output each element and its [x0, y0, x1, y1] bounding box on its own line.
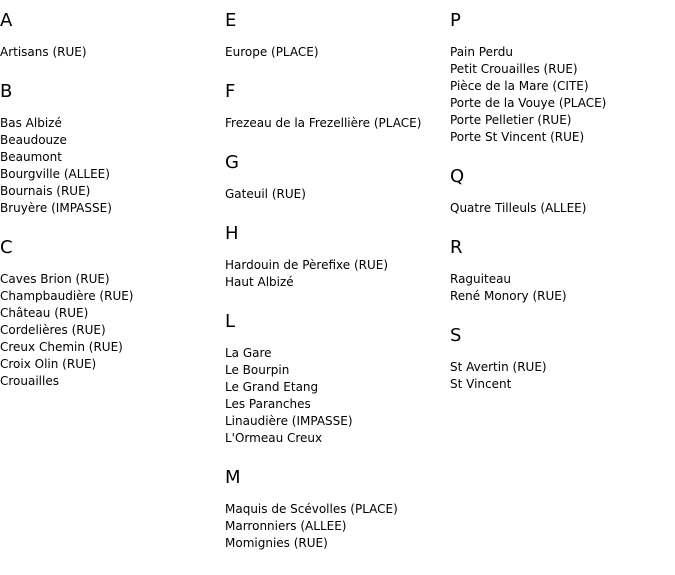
street-list [225, 186, 450, 203]
street-item[interactable]: Gateuil (RUE) [225, 187, 306, 201]
street-item[interactable]: René Monory (RUE) [450, 289, 567, 303]
letter-section-s [450, 325, 675, 393]
street-item[interactable]: Crouailles [0, 374, 59, 388]
letter-section-q [450, 166, 675, 217]
street-item[interactable]: Pain Perdu [450, 45, 513, 59]
street-item[interactable]: Frezeau de la Frezellière (PLACE) [225, 116, 422, 130]
street-list [0, 44, 225, 61]
street-item[interactable]: Champbaudière (RUE) [0, 289, 134, 303]
street-list [450, 200, 675, 217]
street-item[interactable]: L'Ormeau Creux [225, 431, 323, 445]
street-list [225, 44, 450, 61]
street-item[interactable]: Marronniers (ALLEE) [225, 519, 347, 533]
street-item[interactable]: Bruyère (IMPASSE) [0, 201, 112, 215]
street-item[interactable]: Cordelières (RUE) [0, 323, 106, 337]
letter-heading: P [450, 10, 461, 31]
street-item[interactable]: Haut Albizé [225, 275, 294, 289]
street-list [450, 359, 675, 393]
letter-heading: M [225, 467, 241, 488]
street-item[interactable]: Beaumont [0, 150, 62, 164]
letter-heading: E [225, 10, 237, 31]
street-item[interactable]: Caves Brion (RUE) [0, 272, 110, 286]
street-list [225, 501, 450, 552]
street-item[interactable]: Artisans (RUE) [0, 45, 87, 59]
street-list [0, 271, 225, 390]
letter-heading: F [225, 81, 236, 102]
letter-section-p [450, 10, 675, 146]
street-item[interactable]: Hardouin de Pèrefixe (RUE) [225, 258, 389, 272]
street-index-column-1 [0, 10, 225, 410]
letter-heading: R [450, 237, 463, 258]
letter-heading: G [225, 152, 239, 173]
street-item[interactable]: Quatre Tilleuls (ALLEE) [450, 201, 587, 215]
street-list [450, 44, 675, 146]
letter-section-h [225, 223, 450, 291]
street-item[interactable]: Porte Pelletier (RUE) [450, 113, 572, 127]
street-index-column-3 [450, 10, 675, 413]
street-item[interactable]: Pièce de la Mare (CITE) [450, 79, 589, 93]
street-item[interactable]: Linaudière (IMPASSE) [225, 414, 353, 428]
street-item[interactable]: Les Paranches [225, 397, 311, 411]
letter-section-m [225, 467, 450, 552]
street-item[interactable]: Bourgville (ALLEE) [0, 167, 110, 181]
street-list [225, 257, 450, 291]
street-item[interactable]: Creux Chemin (RUE) [0, 340, 123, 354]
street-item[interactable]: St Vincent [450, 377, 512, 391]
street-item[interactable]: Petit Crouailles (RUE) [450, 62, 578, 76]
letter-heading: L [225, 311, 236, 332]
letter-heading: B [0, 81, 13, 102]
letter-heading: A [0, 10, 13, 31]
street-item[interactable]: Maquis de Scévolles (PLACE) [225, 502, 398, 516]
street-item[interactable]: Europe (PLACE) [225, 45, 319, 59]
letter-heading: S [450, 325, 462, 346]
street-item[interactable]: Bournais (RUE) [0, 184, 91, 198]
street-item[interactable]: Bas Albizé [0, 116, 62, 130]
letter-heading: H [225, 223, 239, 244]
letter-section-l [225, 311, 450, 447]
street-list [225, 115, 450, 132]
street-item[interactable]: Croix Olin (RUE) [0, 357, 97, 371]
street-item[interactable]: Raguiteau [450, 272, 512, 286]
street-index-column-2 [225, 10, 450, 572]
street-item[interactable]: Le Bourpin [225, 363, 290, 377]
street-list [450, 271, 675, 305]
street-item[interactable]: Porte St Vincent (RUE) [450, 130, 585, 144]
street-list [225, 345, 450, 447]
letter-section-c [0, 237, 225, 390]
street-item[interactable]: La Gare [225, 346, 272, 360]
street-item[interactable]: Porte de la Vouye (PLACE) [450, 96, 607, 110]
letter-section-a [0, 10, 225, 61]
street-list [0, 115, 225, 217]
letter-section-e [225, 10, 450, 61]
letter-section-f [225, 81, 450, 132]
street-item[interactable]: Château (RUE) [0, 306, 89, 320]
letter-heading: Q [450, 166, 465, 187]
letter-section-r [450, 237, 675, 305]
letter-section-b [0, 81, 225, 217]
letter-section-g [225, 152, 450, 203]
street-item[interactable]: St Avertin (RUE) [450, 360, 547, 374]
street-item[interactable]: Le Grand Etang [225, 380, 319, 394]
street-item[interactable]: Momignies (RUE) [225, 536, 328, 550]
letter-heading: C [0, 237, 13, 258]
street-item[interactable]: Beaudouze [0, 133, 67, 147]
